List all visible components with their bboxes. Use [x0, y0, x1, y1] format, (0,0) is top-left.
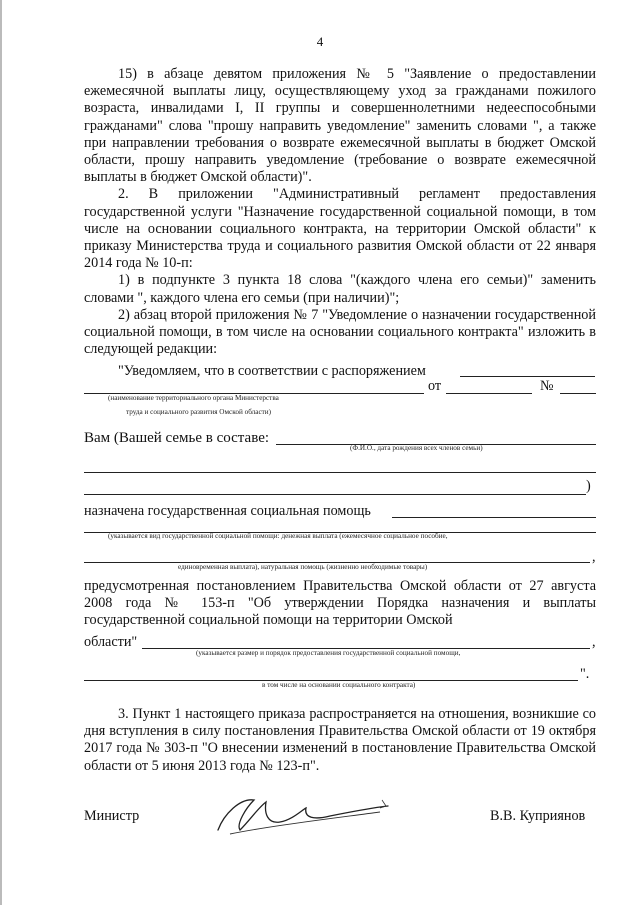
date-label: от — [428, 378, 442, 394]
end-quote: ". — [580, 666, 590, 682]
number-label: № — [540, 378, 554, 394]
caption-fio: (Ф.И.О., дата рождения всех членов семьи) — [350, 444, 483, 452]
caption-org-2: труда и социального развития Омской области) — [126, 408, 272, 416]
oblasti-label: области" — [84, 634, 138, 650]
number-field-line — [560, 393, 596, 394]
item-15: 15) в абзаце девятом приложения № 5 "Заявление о предоставлении ежемесячной выплаты лицу, осуществляющему уход за гражданами пожилого возраста, инвалидами I, II группы и совершеннолетними недееспособными гражданами" слова "прошу направить уведомление" заменить словами ", а также при направлении требования о возврате ежемесячной выплаты в бюджет Омской области, прошу направить уведомление (требование о возврате ежемесячной выплаты в бюджет Омской области)". — [84, 66, 596, 186]
date-field-line — [446, 393, 532, 394]
handwritten-signature — [210, 790, 400, 840]
signatory-name: В.В. Куприянов — [490, 808, 586, 824]
close-paren: ) — [586, 478, 591, 494]
assigned-field-line — [392, 517, 596, 518]
item-3-block — [84, 706, 596, 775]
scan-edge — [0, 0, 2, 905]
caption-aid-type: (указывается вид государственной социальной помощи: денежная выплата (ежемесячное социальное пособие, — [108, 532, 448, 540]
subitem-2: 2) абзац второй приложения № 7 "Уведомление о назначении государственной социальной помощи, в том числе на основании социального контракта" изложить в следующей редакции: — [84, 306, 596, 358]
subitem-1: 1) в подпункте 3 пункта 18 слова "(каждого члена его семьи)" заменить словами ", каждого члена его семьи (при наличии)"; — [84, 272, 596, 306]
caption-amount: (указывается размер и порядок предоставления государственной социальной помощи, — [196, 649, 461, 657]
assigned-label: назначена государственная социальная помощь — [84, 503, 371, 519]
comma-2: , — [592, 634, 596, 650]
amendments-block — [84, 66, 596, 358]
family-label: Вам (Вашей семье в составе: — [84, 430, 270, 446]
resolution-paragraph: предусмотренная постановлением Правительства Омской области от 27 августа 2008 года № 153-п "Об утверждении Порядка назначения и выплаты государственной социальной помощи на территории Омской — [84, 578, 596, 629]
caption-contract: в том числе на основании социального контракта) — [262, 681, 416, 689]
resolution-text — [84, 578, 596, 630]
family-field-line-3 — [84, 494, 586, 495]
item-3: 3. Пункт 1 настоящего приказа распространяется на отношения, возникшие со дня вступления в силу постановления Правительства Омской области от 19 октября 2017 года № 303-п "О внесении изменений в постановление Правительства Омской области от 5 июня 2013 года № 123-п". — [84, 706, 596, 774]
caption-aid-type-2: единовременная выплата), натуральная помощь (жизненно необходимые товары) — [178, 563, 428, 571]
signatory-title: Министр — [84, 808, 140, 824]
form-intro: "Уведомляем, что в соответствии с распоряжением — [118, 363, 426, 379]
family-field-line-2 — [84, 472, 596, 473]
comma-1: , — [592, 549, 596, 565]
item-2: 2. В приложении "Административный регламент предоставления государственной услуги "Назначение государственной социальной помощи, в том числе на основании социального контракта, на территории Омской области" к приказу Министерства труда и социального развития Омской области от 22 января 2014 года № 10-п: — [84, 186, 596, 272]
page-number: 4 — [316, 34, 324, 49]
caption-org-1: (наименование территориального органа Министерства — [108, 394, 279, 402]
order-field-line — [460, 376, 595, 377]
